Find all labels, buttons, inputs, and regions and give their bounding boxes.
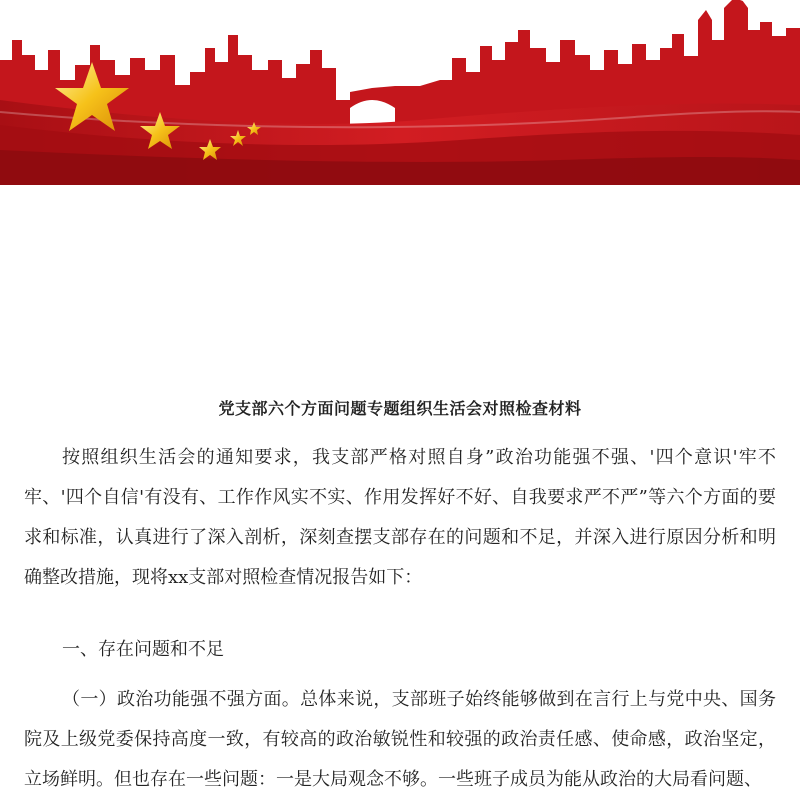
document-title: 党支部六个方面问题专题组织生活会对照检查材料	[218, 399, 582, 418]
intro-paragraph: 按照组织生活会的通知要求，我支部严格对照自身”政治功能强不强、'四个意识'牢不牢、'四个自信'有没有、工作作风实不实、作用发挥好不好、自我要求严不严”等六个方面的要求和标准，认真进行了深入剖析，深刻查摆支部存在的问题和不足，并深入进行原因分析和明确整改措施，现将xx支部对照检查情况报告如下：	[24, 447, 776, 588]
section-paragraph: （一）政治功能强不强方面。总体来说，支部班子始终能够做到在言行上与党中央、国务院及上级党委保持高度一致，有较高的政治敏锐性和较强的政治责任感、使命感，政治坚定，立场鲜明。但也存在一些问题：一是大局观念不够。一些班子成员为能从政治的大局看问题、	[24, 689, 776, 790]
section-heading: 一、存在问题和不足	[62, 639, 224, 660]
